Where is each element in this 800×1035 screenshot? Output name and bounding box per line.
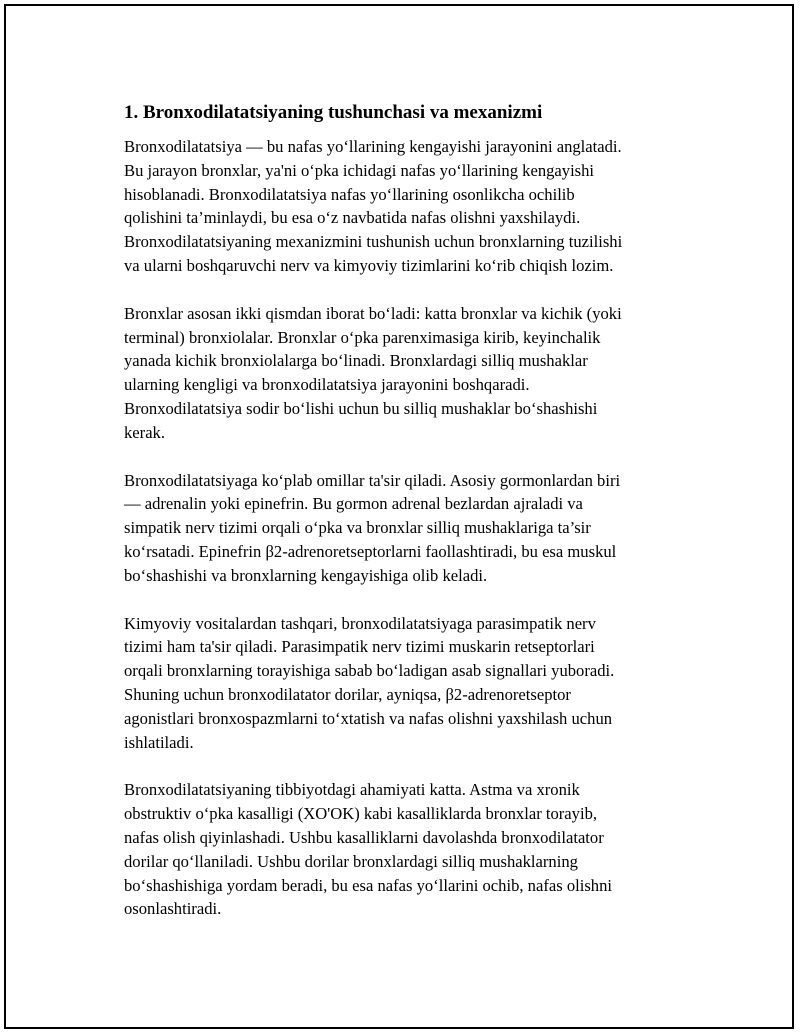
text-line: Bronxodilatatsiyaga ko‘plab omillar ta'sir qiladi. Asosiy gormonlardan biri	[124, 470, 621, 490]
text-line: bo‘shashishiga yordam beradi, bu esa nafas yo‘llarini ochib, nafas olishni	[124, 875, 613, 895]
text-line: Bronxodilatatsiyaning mexanizmini tushunish uchun bronxlarning tuzilishi	[124, 232, 623, 252]
paragraph-5	[124, 778, 689, 921]
text-line: yanada kichik bronxiolalarga bo‘linadi. Bronxlardagi silliq mushaklar	[124, 351, 588, 371]
paragraph-4	[124, 612, 689, 755]
text-line: Bronxodilatatsiya sodir bo‘lishi uchun bu silliq mushaklar bo‘shashishi	[124, 398, 598, 418]
text-line: Kimyoviy vositalardan tashqari, bronxodilatatsiyaga parasimpatik nerv	[124, 613, 596, 633]
text-line: terminal) bronxiolalar. Bronxlar o‘pka parenximasiga kirib, keyinchalik	[124, 327, 601, 347]
text-line: obstruktiv o‘pka kasalligi (XO'OK) kabi kasalliklarda bronxlar torayib,	[124, 804, 598, 824]
text-line: qolishini ta’minlaydi, bu esa o‘z navbatida nafas olishni yaxshilaydi.	[124, 208, 581, 228]
text-line: simpatik nerv tizimi orqali o‘pka va bronxlar silliq mushaklariga ta’sir	[124, 518, 591, 538]
text-line: va ularni boshqaruvchi nerv va kimyoviy tizimlarini ko‘rib chiqish lozim.	[124, 255, 614, 275]
text-line: ishlatiladi.	[124, 732, 194, 752]
text-line: orqali bronxlarning torayishiga sabab bo‘ladigan asab signallari yuboradi.	[124, 661, 615, 681]
paragraph-2	[124, 302, 689, 445]
text-line: Shuning uchun bronxodilatator dorilar, ayniqsa, β2-adrenoretseptor	[124, 684, 571, 704]
document-content	[124, 101, 689, 945]
text-line: Bu jarayon bronxlar, ya'ni o‘pka ichidagi nafas yo‘llarining kengayishi	[124, 160, 595, 180]
page-frame	[4, 4, 794, 1029]
paragraph-3	[124, 469, 689, 588]
text-line: kerak.	[124, 422, 165, 442]
section-heading: 1. Bronxodilatatsiyaning tushunchasi va mexanizmi	[124, 102, 543, 123]
text-line: Bronxodilatatsiya — bu nafas yo‘llarining kengayishi jarayonini anglatadi.	[124, 137, 622, 156]
text-line: hisoblanadi. Bronxodilatatsiya nafas yo‘llarining osonlikcha ochilib	[124, 184, 575, 204]
text-line: ularning kengligi va bronxodilatatsiya jarayonini boshqaradi.	[124, 375, 530, 395]
text-line: dorilar qo‘llaniladi. Ushbu dorilar bronxlardagi silliq mushaklarning	[124, 851, 578, 871]
text-line: Bronxodilatatsiyaning tibbiyotdagi ahamiyati katta. Astma va xronik	[124, 780, 580, 800]
text-line: Bronxlar asosan ikki qismdan iborat bo‘ladi: katta bronxlar va kichik (yoki	[124, 303, 622, 323]
text-line: bo‘shashishi va bronxlarning kengayishiga olib keladi.	[124, 565, 488, 585]
text-line: agonistlari bronxospazmlarni to‘xtatish va nafas olishni yaxshilash uchun	[124, 708, 613, 728]
text-line: nafas olish qiyinlashadi. Ushbu kasalliklarni davolashda bronxodilatator	[124, 827, 604, 847]
text-line: tizimi ham ta'sir qiladi. Parasimpatik nerv tizimi muskarin retseptorlari	[124, 637, 595, 657]
paragraph-1	[124, 135, 689, 278]
text-line: osonlashtiradi.	[124, 899, 222, 919]
text-line: — adrenalin yoki epinefrin. Bu gormon adrenal bezlardan ajraladi va	[124, 494, 583, 514]
text-line: ko‘rsatadi. Epinefrin β2-adrenoretseptorlarni faollashtiradi, bu esa muskul	[124, 541, 617, 561]
